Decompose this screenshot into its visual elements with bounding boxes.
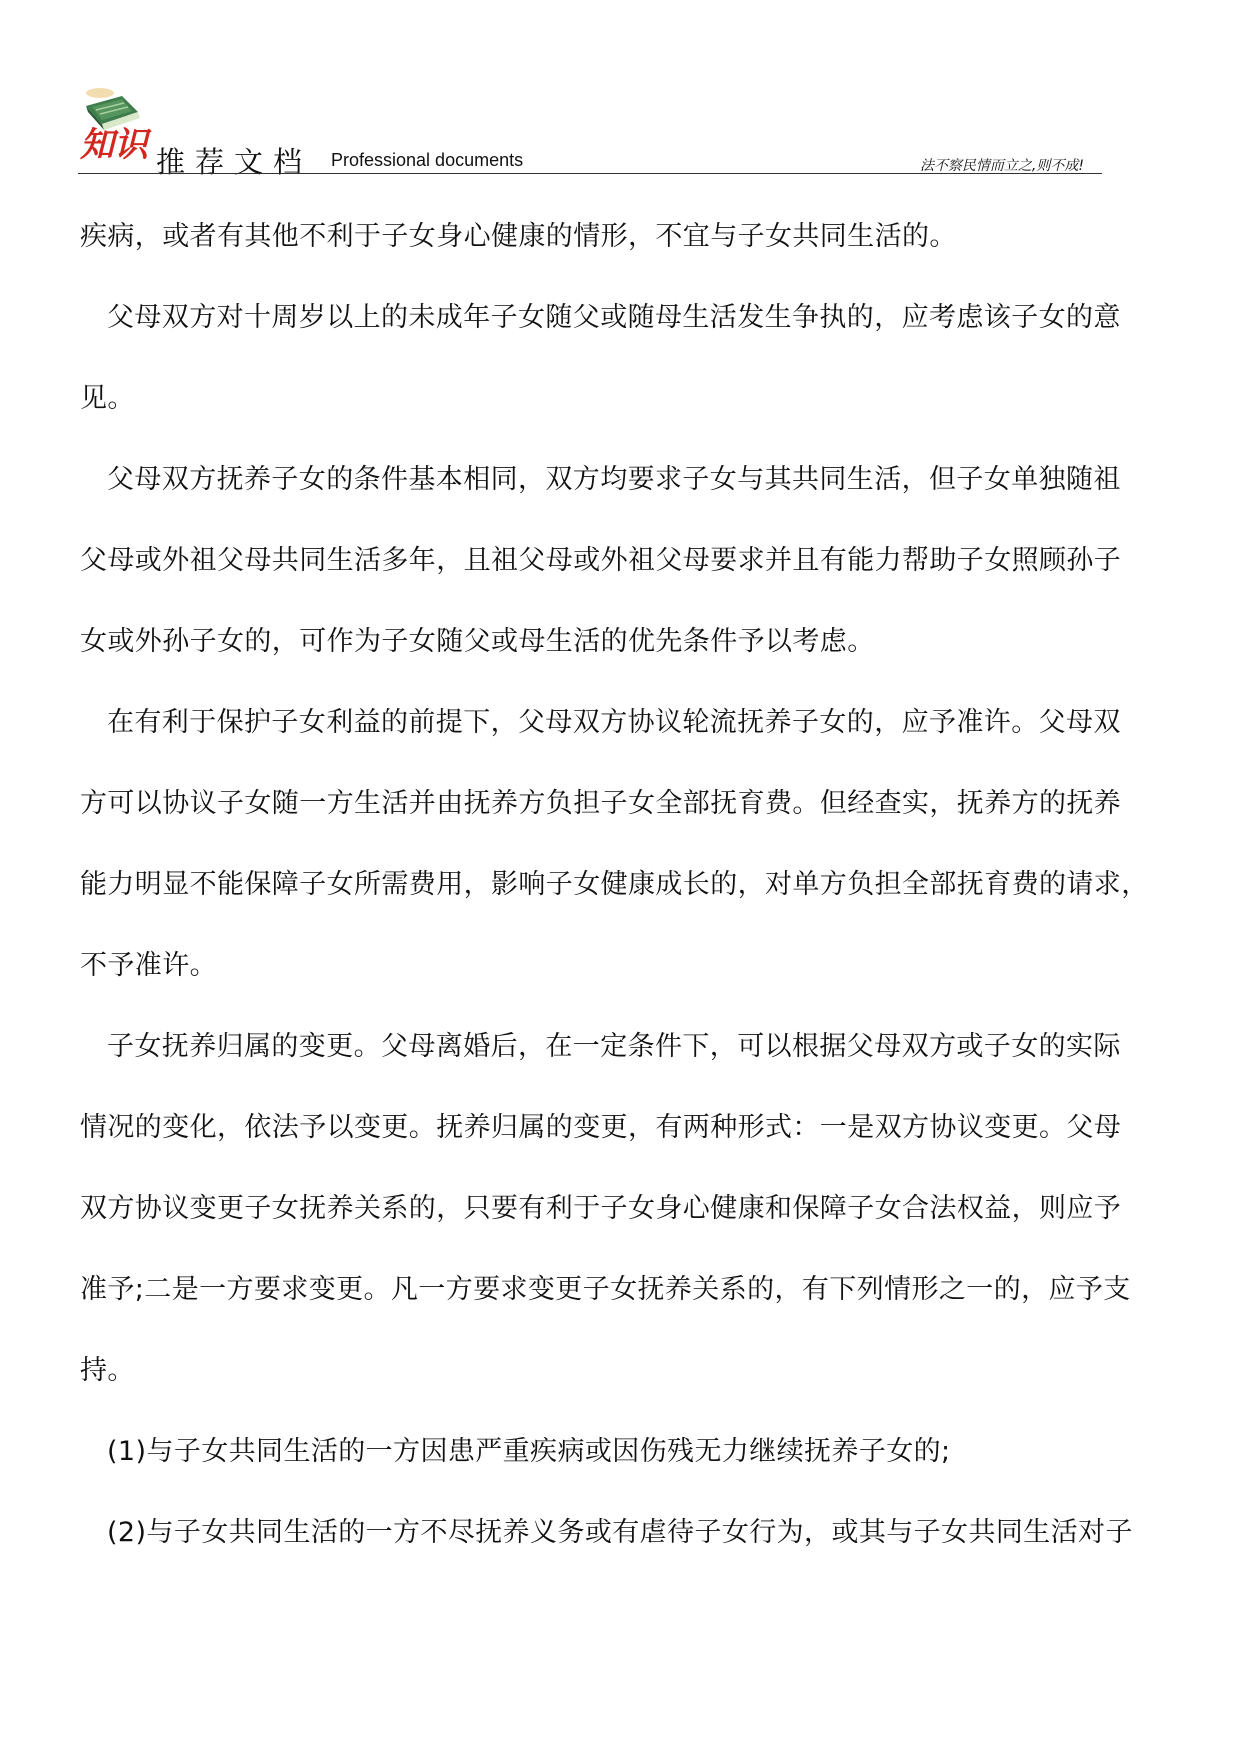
text-line: 父母或外祖父母共同生活多年，且祖父母或外祖父母要求并且有能力帮助子女照顾孙子 xyxy=(80,545,1122,576)
text-line: (2)与子女共同生活的一方不尽抚养义务或有虐待子女行为，或其与子女共同生活对子 xyxy=(107,1517,1133,1548)
text-line: 疾病，或者有其他不利于子女身心健康的情形，不宜与子女共同生活的。 xyxy=(80,221,957,252)
text-line: 方可以协议子女随一方生活并由抚养方负担子女全部抚育费。但经查实，抚养方的抚养 xyxy=(80,788,1122,819)
text-line: 女或外孙子女的，可作为子女随父或母生活的优先条件予以考虑。 xyxy=(80,626,875,657)
logo-lettering: 知识 xyxy=(80,125,148,165)
header-divider xyxy=(78,173,1102,174)
document-body xyxy=(80,196,1190,1573)
text-line: 双方协议变更子女抚养关系的，只要有利于子女身心健康和保障子女合法权益，则应予 xyxy=(80,1193,1122,1224)
text-line: 准予;二是一方要求变更。凡一方要求变更子女抚养关系的，有下列情形之一的，应予支 xyxy=(80,1274,1131,1305)
book-logo-icon xyxy=(78,86,158,166)
page-header xyxy=(78,84,1102,179)
text-line: 情况的变化，依法予以变更。抚养归属的变更，有两种形式：一是双方协议变更。父母 xyxy=(80,1112,1122,1143)
text-line: 子女抚养归属的变更。父母离婚后，在一定条件下，可以根据父母双方或子女的实际 xyxy=(107,1031,1121,1062)
header-subtitle: Professional documents xyxy=(331,150,524,170)
header-motto: 法不察民情而立之,则不成! xyxy=(919,158,1084,174)
text-line: (1)与子女共同生活的一方因患严重疾病或因伤残无力继续抚养子女的; xyxy=(107,1436,951,1467)
text-line: 持。 xyxy=(80,1355,135,1386)
text-line: 不予准许。 xyxy=(80,950,217,981)
text-line: 能力明显不能保障子女所需费用，影响子女健康成长的，对单方负担全部抚育费的请求， xyxy=(80,869,1149,900)
text-line: 见。 xyxy=(80,383,135,414)
header-title: 推荐文档 xyxy=(156,145,313,179)
text-line: 父母双方抚养子女的条件基本相同，双方均要求子女与其共同生活，但子女单独随祖 xyxy=(107,464,1121,495)
text-line: 在有利于保护子女利益的前提下，父母双方协议轮流抚养子女的，应予准许。父母双 xyxy=(107,707,1121,738)
text-line: 父母双方对十周岁以上的未成年子女随父或随母生活发生争执的，应考虑该子女的意 xyxy=(107,302,1121,333)
